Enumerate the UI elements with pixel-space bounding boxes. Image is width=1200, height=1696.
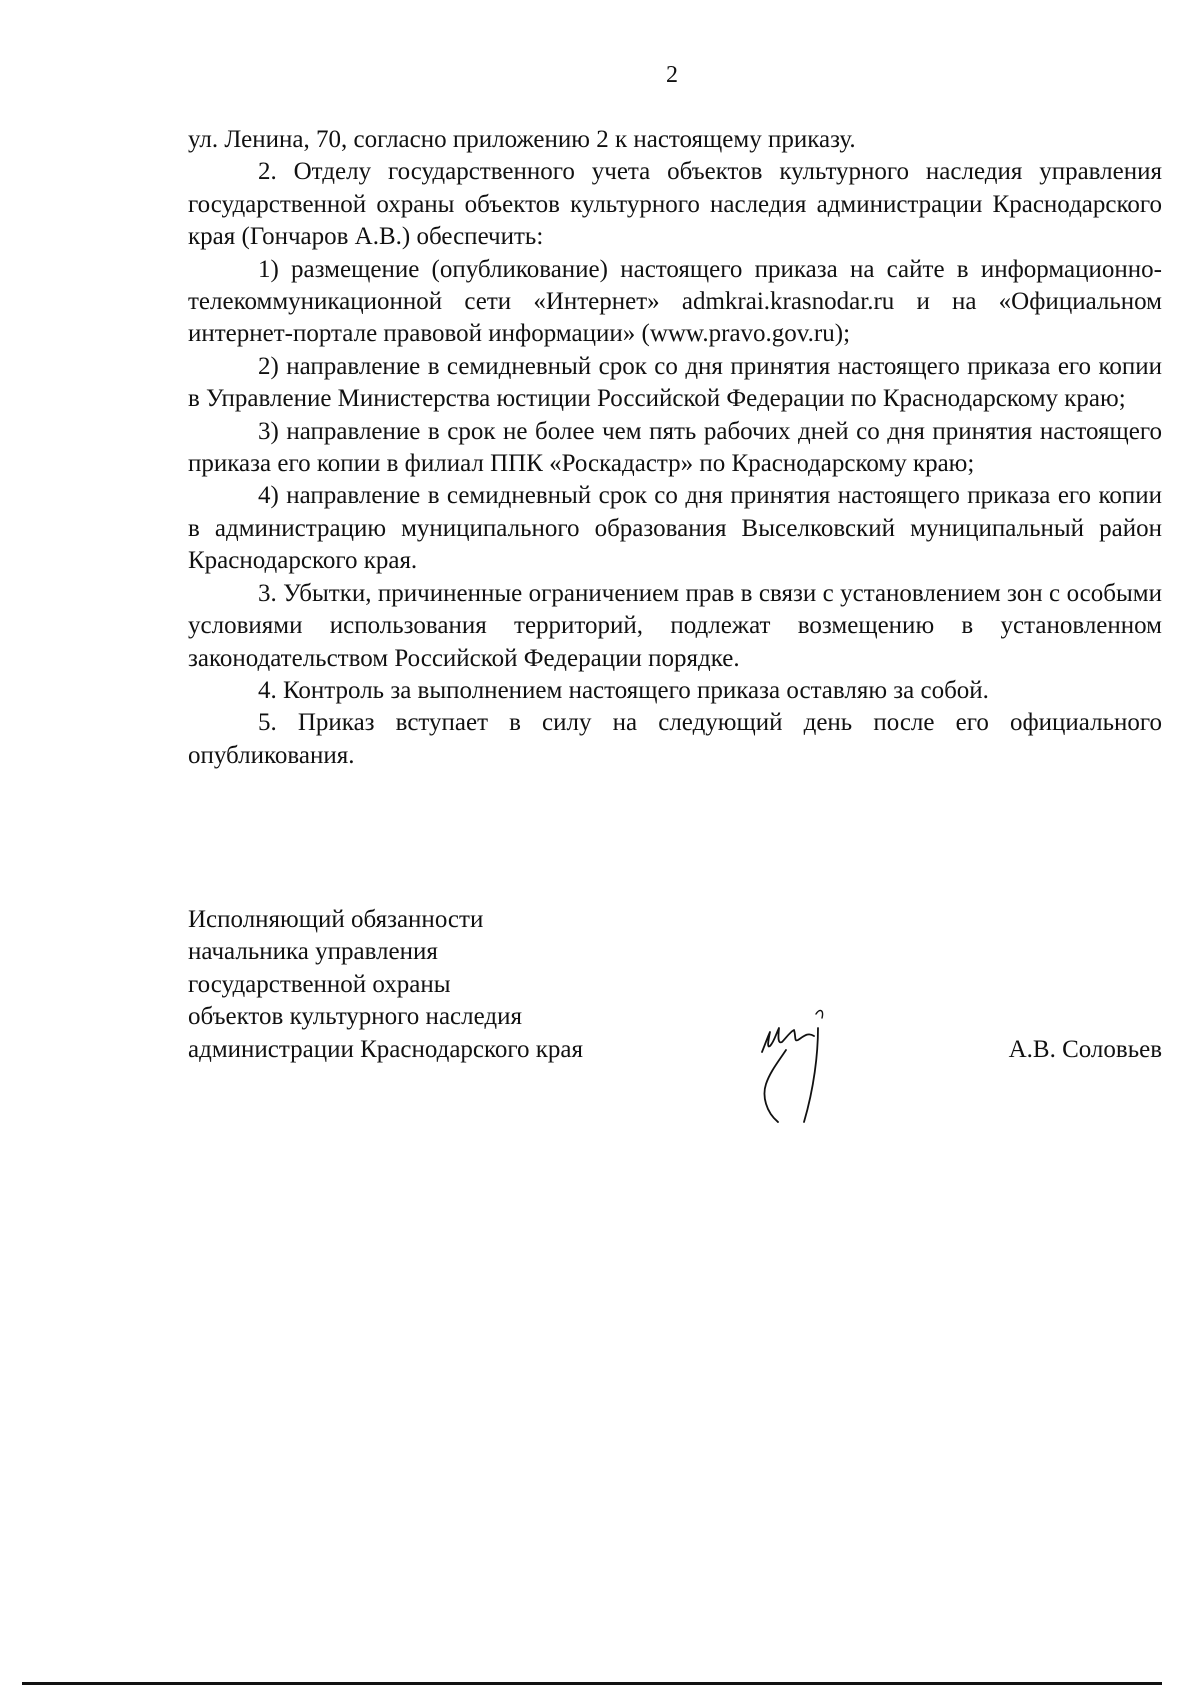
signer-title-line: объектов культурного наследия — [188, 1003, 522, 1031]
signer-title-line: начальника управления — [188, 938, 438, 966]
signer-title-line: Исполняющий обязанности — [188, 906, 484, 933]
order-body-text — [188, 124, 1162, 772]
signer-title-line: государственной охраны — [188, 970, 451, 998]
paragraph-item-2: 2. Отделу государственного учета объектов культурного наследия управления государственной охраны объектов культурного наследия администрации Краснодарского края (Гончаров А.В.) обеспечить: — [188, 158, 1162, 251]
paragraph-subitem-2: 2) направление в семидневный срок со дня принятия настоящего приказа его копии в Управление Министерства юстиции Российской Федерации по Краснодарскому краю; — [188, 352, 1162, 413]
bottom-rule — [22, 1682, 1162, 1685]
paragraph-item-5: 5. Приказ вступает в силу на следующий день после его официального опубликования. — [188, 709, 1162, 769]
paragraph-item-4: 4. Контроль за выполнением настоящего приказа оставляю за собой. — [258, 676, 989, 704]
handwritten-signature — [748, 992, 858, 1142]
page-number: 2 — [666, 62, 678, 88]
paragraph-continuation: ул. Ленина, 70, согласно приложению 2 к настоящему приказу. — [188, 126, 856, 153]
paragraph-subitem-4: 4) направление в семидневный срок со дня принятия настоящего приказа его копии в администрацию муниципального образования Выселковский муниципальный район Краснодарского края. — [188, 482, 1162, 575]
paragraph-subitem-3: 3) направление в срок не более чем пять рабочих дней со дня принятия настоящего приказа его копии в филиал ППК «Роскадастр» по Краснодарскому краю; — [188, 417, 1162, 478]
signature-block — [188, 904, 1162, 1144]
signer-title-line: администрации Краснодарского края — [188, 1035, 584, 1063]
paragraph-subitem-1: 1) размещение (опубликование) настоящего приказа на сайте в информационно-телекоммуникационной сети «Интернет» admkrai.krasnodar.ru и на «Официальном интернет-портале правовой информации» (www.pravo.gov.ru); — [188, 255, 1162, 348]
signer-name: А.В. Соловьев — [1008, 1035, 1162, 1063]
paragraph-item-3: 3. Убытки, причиненные ограничением прав в связи с установлением зон с особыми условиями использования территорий, подлежат возмещению в установленном законодательством Российской Федерации порядке. — [188, 579, 1162, 672]
